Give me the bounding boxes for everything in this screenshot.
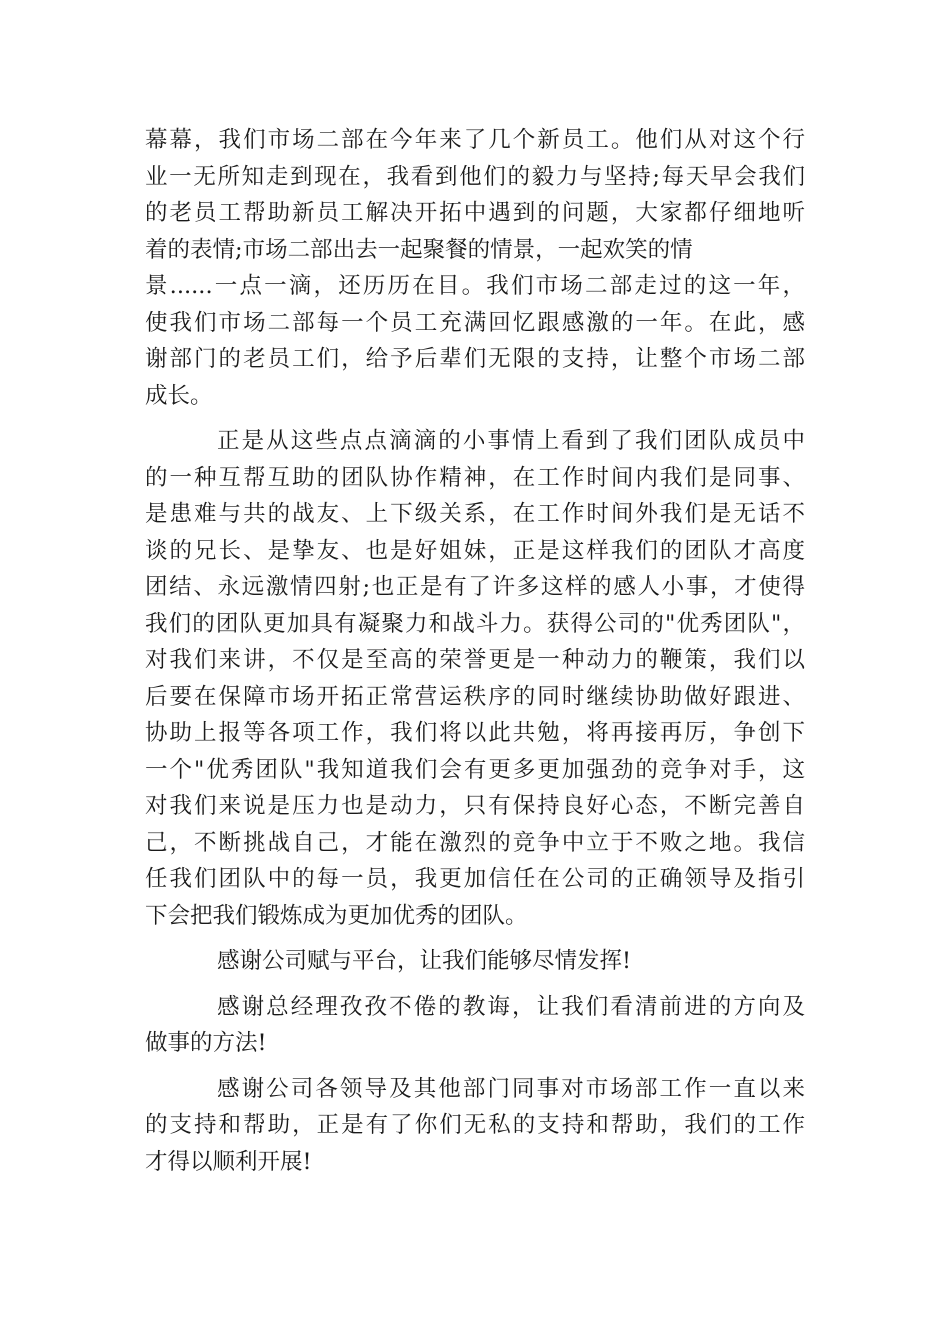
text-line: 下会把我们锻炼成为更加优秀的团队。 (145, 902, 528, 929)
text-line: 一个"优秀团队"我知道我们会有更多更加强劲的竞争对手，这 (145, 756, 805, 783)
text-line: 谈的兄长、是挚友、也是好姐妹，正是这样我们的团队才高度 (145, 537, 805, 564)
text-line: 对我们来讲，不仅是至高的荣誉更是一种动力的鞭策，我们以 (145, 647, 805, 673)
text-line: 感谢公司赋与平台，让我们能够尽情发挥! (217, 948, 632, 974)
text-line: 的老员工帮助新员工解决开拓中遇到的问题，大家都仔细地听 (145, 200, 805, 226)
text-line: 才得以顺利开展! (145, 1148, 312, 1175)
text-line: 的支持和帮助，正是有了你们无私的支持和帮助，我们的工作 (145, 1112, 805, 1138)
text-line: 正是从这些点点滴滴的小事情上看到了我们团队成员中 (217, 428, 805, 454)
paragraph-4 (145, 989, 805, 1062)
text-line: 己，不断挑战自己，才能在激烈的竞争中立于不败之地。我信 (145, 829, 805, 856)
text-line: 我们的团队更加具有凝聚力和战斗力。获得公司的"优秀团队"， (145, 610, 805, 637)
text-line: 着的表情;市场二部出去一起聚餐的情景，一起欢笑的情 (145, 236, 693, 263)
paragraph-2 (145, 423, 805, 934)
text-line: 是患难与共的战友、上下级关系，在工作时间外我们是无话不 (145, 501, 805, 527)
text-line: 任我们团队中的每一员，我更加信任在公司的正确领导及指引 (145, 866, 805, 892)
text-line: 业一无所知走到现在，我看到他们的毅力与坚持;每天早会我们 (145, 163, 805, 190)
paragraph-5 (145, 1071, 805, 1181)
text-line: 谢部门的老员工们，给予后辈们无限的支持，让整个市场二部 (145, 346, 805, 372)
paragraph-1 (145, 122, 805, 414)
text-line: 后要在保障市场开拓正常营运秩序的同时继续协助做好跟进、 (145, 683, 805, 710)
text-line: 团结、永远激情四射;也正是有了许多这样的感人小事，才使得 (145, 574, 805, 600)
paragraph-3 (145, 943, 805, 980)
text-line: 的一种互帮互助的团队协作精神，在工作时间内我们是同事、 (145, 464, 805, 491)
text-line: 对我们来说是压力也是动力，只有保持良好心态，不断完善自 (145, 793, 805, 819)
text-line: 成长。 (145, 382, 213, 409)
document-page (145, 122, 805, 1180)
text-line: 做事的方法! (145, 1030, 267, 1056)
text-line: 协助上报等各项工作，我们将以此共勉，将再接再厉，争创下 (145, 720, 805, 746)
text-line: 景......一点一滴，还历历在目。我们市场二部走过的这一年， (145, 273, 805, 299)
text-line: 使我们市场二部每一个员工充满回忆跟感激的一年。在此，感 (145, 309, 805, 336)
text-line: 感谢公司各领导及其他部门同事对市场部工作一直以来 (217, 1075, 805, 1102)
text-line: 感谢总经理孜孜不倦的教诲，让我们看清前进的方向及 (217, 993, 805, 1020)
text-line: 幕幕，我们市场二部在今年来了几个新员工。他们从对这个行 (145, 127, 805, 153)
